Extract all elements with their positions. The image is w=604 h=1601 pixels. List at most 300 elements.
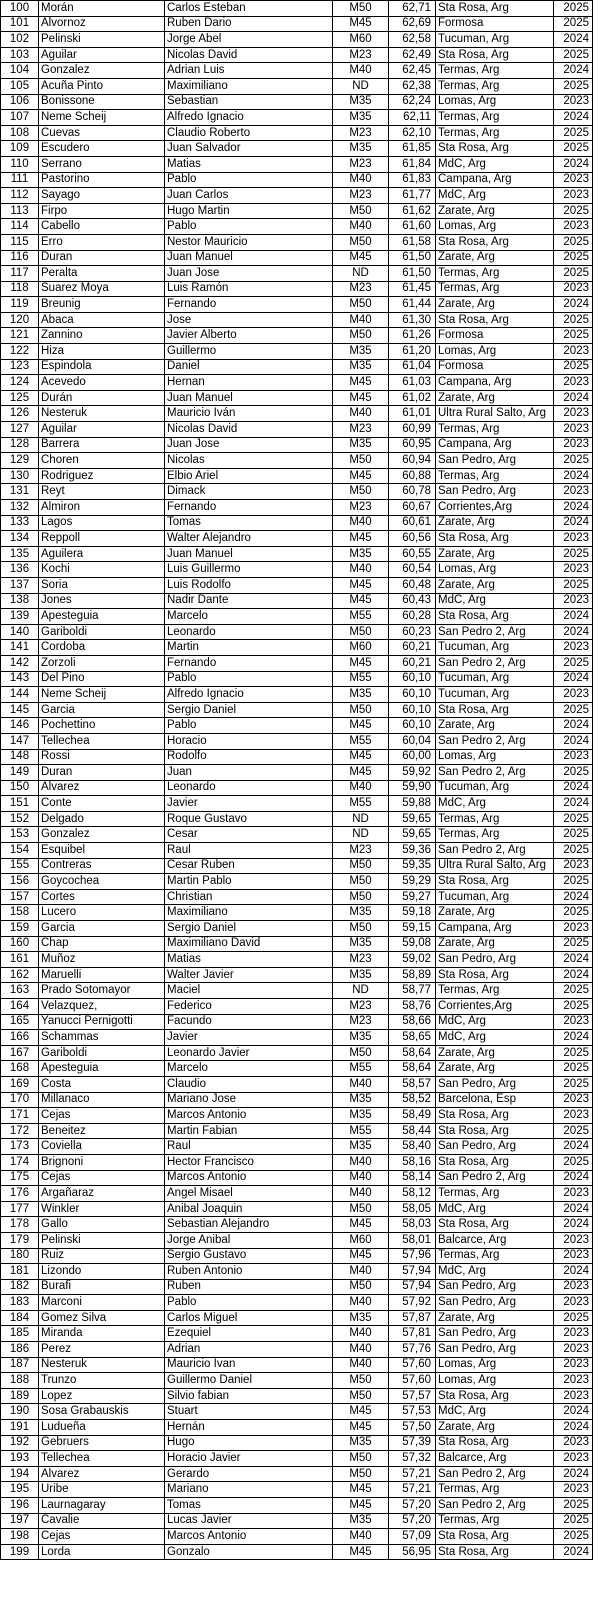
first-name-cell: Juan Manuel xyxy=(165,390,333,406)
last-name-cell: Cabello xyxy=(39,219,165,235)
category-cell: M35 xyxy=(333,1030,389,1046)
first-name-cell: Claudio Roberto xyxy=(165,125,333,141)
rank-cell: 159 xyxy=(1,921,39,937)
first-name-cell: Walter Alejandro xyxy=(165,531,333,547)
rank-cell: 186 xyxy=(1,1342,39,1358)
first-name-cell: Dimack xyxy=(165,484,333,500)
location-cell: San Pedro, Arg xyxy=(436,453,554,469)
rank-cell: 101 xyxy=(1,16,39,32)
location-cell: Lomas, Arg xyxy=(436,1357,554,1373)
score-cell: 59,36 xyxy=(389,843,436,859)
table-row xyxy=(1,422,593,438)
first-name-cell: Maciel xyxy=(165,983,333,999)
first-name-cell: Silvio fabian xyxy=(165,1388,333,1404)
table-row xyxy=(1,1264,593,1280)
last-name-cell: Cuevas xyxy=(39,125,165,141)
first-name-cell: Federico xyxy=(165,999,333,1015)
first-name-cell: Daniel xyxy=(165,359,333,375)
table-row xyxy=(1,811,593,827)
score-cell: 60,95 xyxy=(389,437,436,453)
first-name-cell: Leonardo xyxy=(165,624,333,640)
year-cell: 2023 xyxy=(554,562,593,578)
score-cell: 57,50 xyxy=(389,1420,436,1436)
year-cell: 2023 xyxy=(554,531,593,547)
first-name-cell: Matias xyxy=(165,952,333,968)
table-row xyxy=(1,1061,593,1077)
category-cell: M50 xyxy=(333,1451,389,1467)
last-name-cell: Ludueña xyxy=(39,1420,165,1436)
location-cell: Sta Rosa, Arg xyxy=(436,1123,554,1139)
first-name-cell: Sebastian xyxy=(165,94,333,110)
category-cell: ND xyxy=(333,266,389,282)
last-name-cell: Bonissone xyxy=(39,94,165,110)
year-cell: 2024 xyxy=(554,1201,593,1217)
score-cell: 61,20 xyxy=(389,344,436,360)
year-cell: 2025 xyxy=(554,266,593,282)
year-cell: 2023 xyxy=(554,344,593,360)
category-cell: M60 xyxy=(333,32,389,48)
first-name-cell: Alfredo Ignacio xyxy=(165,110,333,126)
rank-cell: 184 xyxy=(1,1310,39,1326)
last-name-cell: Uribe xyxy=(39,1482,165,1498)
score-cell: 59,65 xyxy=(389,827,436,843)
year-cell: 2023 xyxy=(554,484,593,500)
year-cell: 2024 xyxy=(554,967,593,983)
location-cell: Tucuman, Arg xyxy=(436,640,554,656)
first-name-cell: Facundo xyxy=(165,1014,333,1030)
category-cell: M45 xyxy=(333,1248,389,1264)
score-cell: 57,76 xyxy=(389,1342,436,1358)
rank-cell: 115 xyxy=(1,234,39,250)
table-row xyxy=(1,1388,593,1404)
score-cell: 59,15 xyxy=(389,921,436,937)
table-row xyxy=(1,952,593,968)
last-name-cell: Lagos xyxy=(39,515,165,531)
last-name-cell: Gariboldi xyxy=(39,624,165,640)
category-cell: M45 xyxy=(333,1544,389,1560)
category-cell: M50 xyxy=(333,484,389,500)
year-cell: 2023 xyxy=(554,687,593,703)
location-cell: Sta Rosa, Arg xyxy=(436,531,554,547)
category-cell: M50 xyxy=(333,234,389,250)
location-cell: MdC, Arg xyxy=(436,156,554,172)
category-cell: M45 xyxy=(333,718,389,734)
score-cell: 60,48 xyxy=(389,577,436,593)
year-cell: 2024 xyxy=(554,1217,593,1233)
score-cell: 58,05 xyxy=(389,1201,436,1217)
table-row xyxy=(1,780,593,796)
rank-cell: 119 xyxy=(1,297,39,313)
last-name-cell: Duran xyxy=(39,765,165,781)
score-cell: 61,50 xyxy=(389,250,436,266)
score-cell: 62,69 xyxy=(389,16,436,32)
category-cell: M45 xyxy=(333,531,389,547)
last-name-cell: Pochettino xyxy=(39,718,165,734)
location-cell: Sta Rosa, Arg xyxy=(436,874,554,890)
score-cell: 60,23 xyxy=(389,624,436,640)
table-row xyxy=(1,94,593,110)
first-name-cell: Pablo xyxy=(165,219,333,235)
table-row xyxy=(1,1170,593,1186)
first-name-cell: Guillermo Daniel xyxy=(165,1373,333,1389)
first-name-cell: Marcos Antonio xyxy=(165,1529,333,1545)
first-name-cell: Jose xyxy=(165,312,333,328)
category-cell: M45 xyxy=(333,468,389,484)
category-cell: M45 xyxy=(333,250,389,266)
last-name-cell: Esquibel xyxy=(39,843,165,859)
category-cell: M50 xyxy=(333,624,389,640)
rank-cell: 126 xyxy=(1,406,39,422)
location-cell: Lomas, Arg xyxy=(436,1373,554,1389)
location-cell: Tucuman, Arg xyxy=(436,32,554,48)
table-row xyxy=(1,16,593,32)
year-cell: 2025 xyxy=(554,1076,593,1092)
year-cell: 2024 xyxy=(554,500,593,516)
category-cell: M23 xyxy=(333,1014,389,1030)
year-cell: 2023 xyxy=(554,921,593,937)
year-cell: 2023 xyxy=(554,1373,593,1389)
year-cell: 2024 xyxy=(554,889,593,905)
category-cell: M40 xyxy=(333,1326,389,1342)
category-cell: M40 xyxy=(333,1342,389,1358)
year-cell: 2023 xyxy=(554,1232,593,1248)
score-cell: 62,38 xyxy=(389,78,436,94)
table-row xyxy=(1,328,593,344)
first-name-cell: Raul xyxy=(165,1139,333,1155)
score-cell: 58,65 xyxy=(389,1030,436,1046)
first-name-cell: Rodolfo xyxy=(165,749,333,765)
first-name-cell: Ezequiel xyxy=(165,1326,333,1342)
first-name-cell: Alfredo Ignacio xyxy=(165,687,333,703)
last-name-cell: Gonzalez xyxy=(39,827,165,843)
first-name-cell: Horacio Javier xyxy=(165,1451,333,1467)
table-row xyxy=(1,500,593,516)
year-cell: 2025 xyxy=(554,811,593,827)
first-name-cell: Hugo Martin xyxy=(165,203,333,219)
rank-cell: 144 xyxy=(1,687,39,703)
category-cell: M55 xyxy=(333,609,389,625)
score-cell: 61,30 xyxy=(389,312,436,328)
category-cell: M23 xyxy=(333,156,389,172)
rank-cell: 160 xyxy=(1,936,39,952)
location-cell: MdC, Arg xyxy=(436,593,554,609)
table-row xyxy=(1,515,593,531)
category-cell: M40 xyxy=(333,1264,389,1280)
score-cell: 57,53 xyxy=(389,1404,436,1420)
category-cell: M40 xyxy=(333,1186,389,1202)
last-name-cell: Almiron xyxy=(39,500,165,516)
rank-cell: 123 xyxy=(1,359,39,375)
table-row xyxy=(1,203,593,219)
last-name-cell: Delgado xyxy=(39,811,165,827)
location-cell: Lomas, Arg xyxy=(436,749,554,765)
table-row xyxy=(1,1045,593,1061)
last-name-cell: Garcia xyxy=(39,702,165,718)
score-cell: 60,04 xyxy=(389,733,436,749)
year-cell: 2025 xyxy=(554,453,593,469)
rank-cell: 124 xyxy=(1,375,39,391)
table-row xyxy=(1,1,593,17)
rank-cell: 136 xyxy=(1,562,39,578)
table-row xyxy=(1,1435,593,1451)
score-cell: 62,58 xyxy=(389,32,436,48)
last-name-cell: Ruiz xyxy=(39,1248,165,1264)
location-cell: Zarate, Arg xyxy=(436,250,554,266)
first-name-cell: Mauricio Iván xyxy=(165,406,333,422)
first-name-cell: Juan Manuel xyxy=(165,250,333,266)
score-cell: 59,08 xyxy=(389,936,436,952)
year-cell: 2025 xyxy=(554,843,593,859)
location-cell: San Pedro 2, Arg xyxy=(436,1498,554,1514)
location-cell: Termas, Arg xyxy=(436,110,554,126)
year-cell: 2025 xyxy=(554,1310,593,1326)
score-cell: 60,10 xyxy=(389,671,436,687)
year-cell: 2023 xyxy=(554,219,593,235)
table-row xyxy=(1,406,593,422)
table-row xyxy=(1,765,593,781)
table-row xyxy=(1,749,593,765)
year-cell: 2024 xyxy=(554,1264,593,1280)
rank-cell: 181 xyxy=(1,1264,39,1280)
location-cell: Zarate, Arg xyxy=(436,1061,554,1077)
rank-cell: 174 xyxy=(1,1154,39,1170)
year-cell: 2024 xyxy=(554,1139,593,1155)
category-cell: M50 xyxy=(333,921,389,937)
table-row xyxy=(1,577,593,593)
category-cell: M45 xyxy=(333,1404,389,1420)
table-row xyxy=(1,655,593,671)
last-name-cell: Winkler xyxy=(39,1201,165,1217)
last-name-cell: Lorda xyxy=(39,1544,165,1560)
year-cell: 2023 xyxy=(554,1295,593,1311)
category-cell: M23 xyxy=(333,47,389,63)
score-cell: 59,92 xyxy=(389,765,436,781)
rank-cell: 108 xyxy=(1,125,39,141)
first-name-cell: Gerardo xyxy=(165,1466,333,1482)
rank-cell: 143 xyxy=(1,671,39,687)
table-row xyxy=(1,1232,593,1248)
first-name-cell: Leonardo Javier xyxy=(165,1045,333,1061)
rank-cell: 110 xyxy=(1,156,39,172)
year-cell: 2024 xyxy=(554,63,593,79)
last-name-cell: Velazquez, xyxy=(39,999,165,1015)
table-row xyxy=(1,1326,593,1342)
table-row xyxy=(1,1139,593,1155)
first-name-cell: Lucas Javier xyxy=(165,1513,333,1529)
table-row xyxy=(1,702,593,718)
year-cell: 2025 xyxy=(554,234,593,250)
first-name-cell: Juan Jose xyxy=(165,437,333,453)
location-cell: Zarate, Arg xyxy=(436,390,554,406)
rank-cell: 147 xyxy=(1,733,39,749)
last-name-cell: Erro xyxy=(39,234,165,250)
results-table-body xyxy=(1,1,593,1560)
first-name-cell: Martin Pablo xyxy=(165,874,333,890)
rank-cell: 175 xyxy=(1,1170,39,1186)
rank-cell: 109 xyxy=(1,141,39,157)
last-name-cell: Maruelli xyxy=(39,967,165,983)
last-name-cell: Del Pino xyxy=(39,671,165,687)
category-cell: M50 xyxy=(333,858,389,874)
first-name-cell: Marcelo xyxy=(165,609,333,625)
first-name-cell: Raul xyxy=(165,843,333,859)
last-name-cell: Alvornoz xyxy=(39,16,165,32)
year-cell: 2023 xyxy=(554,172,593,188)
location-cell: Barcelona, Esp xyxy=(436,1092,554,1108)
year-cell: 2025 xyxy=(554,827,593,843)
last-name-cell: Neme Scheij xyxy=(39,687,165,703)
year-cell: 2024 xyxy=(554,624,593,640)
rank-cell: 107 xyxy=(1,110,39,126)
score-cell: 57,81 xyxy=(389,1326,436,1342)
rank-cell: 152 xyxy=(1,811,39,827)
rank-cell: 185 xyxy=(1,1326,39,1342)
last-name-cell: Jones xyxy=(39,593,165,609)
score-cell: 60,88 xyxy=(389,468,436,484)
location-cell: MdC, Arg xyxy=(436,1014,554,1030)
score-cell: 59,88 xyxy=(389,796,436,812)
score-cell: 62,71 xyxy=(389,1,436,17)
table-row xyxy=(1,1014,593,1030)
score-cell: 58,44 xyxy=(389,1123,436,1139)
category-cell: M40 xyxy=(333,780,389,796)
first-name-cell: Matias xyxy=(165,156,333,172)
table-row xyxy=(1,1342,593,1358)
category-cell: M35 xyxy=(333,687,389,703)
location-cell: Termas, Arg xyxy=(436,468,554,484)
year-cell: 2024 xyxy=(554,297,593,313)
location-cell: Sta Rosa, Arg xyxy=(436,1529,554,1545)
year-cell: 2023 xyxy=(554,1357,593,1373)
rank-cell: 192 xyxy=(1,1435,39,1451)
score-cell: 57,21 xyxy=(389,1482,436,1498)
first-name-cell: Maximiliano xyxy=(165,78,333,94)
category-cell: M50 xyxy=(333,1201,389,1217)
location-cell: Sta Rosa, Arg xyxy=(436,47,554,63)
year-cell: 2024 xyxy=(554,468,593,484)
rank-cell: 120 xyxy=(1,312,39,328)
year-cell: 2023 xyxy=(554,1435,593,1451)
score-cell: 58,77 xyxy=(389,983,436,999)
location-cell: Termas, Arg xyxy=(436,983,554,999)
score-cell: 61,44 xyxy=(389,297,436,313)
rank-cell: 135 xyxy=(1,546,39,562)
location-cell: Sta Rosa, Arg xyxy=(436,1154,554,1170)
rank-cell: 100 xyxy=(1,1,39,17)
year-cell: 2025 xyxy=(554,312,593,328)
first-name-cell: Nadir Dante xyxy=(165,593,333,609)
rank-cell: 189 xyxy=(1,1388,39,1404)
year-cell: 2023 xyxy=(554,858,593,874)
last-name-cell: Lucero xyxy=(39,905,165,921)
category-cell: M40 xyxy=(333,1170,389,1186)
rank-cell: 194 xyxy=(1,1466,39,1482)
rank-cell: 168 xyxy=(1,1061,39,1077)
last-name-cell: Acuña Pinto xyxy=(39,78,165,94)
last-name-cell: Suarez Moya xyxy=(39,281,165,297)
year-cell: 2023 xyxy=(554,406,593,422)
score-cell: 60,21 xyxy=(389,655,436,671)
rank-cell: 150 xyxy=(1,780,39,796)
table-row xyxy=(1,921,593,937)
score-cell: 58,89 xyxy=(389,967,436,983)
year-cell: 2025 xyxy=(554,999,593,1015)
rank-cell: 178 xyxy=(1,1217,39,1233)
category-cell: M45 xyxy=(333,1498,389,1514)
first-name-cell: Sebastian Alejandro xyxy=(165,1217,333,1233)
location-cell: San Pedro 2, Arg xyxy=(436,624,554,640)
score-cell: 61,45 xyxy=(389,281,436,297)
rank-cell: 133 xyxy=(1,515,39,531)
rank-cell: 142 xyxy=(1,655,39,671)
last-name-cell: Aguilar xyxy=(39,422,165,438)
location-cell: Termas, Arg xyxy=(436,63,554,79)
last-name-cell: Espindola xyxy=(39,359,165,375)
category-cell: M40 xyxy=(333,1529,389,1545)
score-cell: 57,96 xyxy=(389,1248,436,1264)
first-name-cell: Fernando xyxy=(165,655,333,671)
table-row xyxy=(1,983,593,999)
year-cell: 2023 xyxy=(554,593,593,609)
last-name-cell: Sayago xyxy=(39,188,165,204)
year-cell: 2025 xyxy=(554,905,593,921)
year-cell: 2023 xyxy=(554,422,593,438)
year-cell: 2023 xyxy=(554,281,593,297)
first-name-cell: Mariano Jose xyxy=(165,1092,333,1108)
table-row xyxy=(1,1076,593,1092)
year-cell: 2025 xyxy=(554,655,593,671)
location-cell: Sta Rosa, Arg xyxy=(436,967,554,983)
location-cell: San Pedro 2, Arg xyxy=(436,843,554,859)
score-cell: 56,95 xyxy=(389,1544,436,1560)
score-cell: 59,29 xyxy=(389,874,436,890)
year-cell: 2024 xyxy=(554,1404,593,1420)
rank-cell: 114 xyxy=(1,219,39,235)
year-cell: 2024 xyxy=(554,32,593,48)
table-row xyxy=(1,312,593,328)
location-cell: Ultra Rural Salto, Arg xyxy=(436,858,554,874)
score-cell: 60,94 xyxy=(389,453,436,469)
rank-cell: 197 xyxy=(1,1513,39,1529)
category-cell: M35 xyxy=(333,905,389,921)
table-row xyxy=(1,250,593,266)
first-name-cell: Nicolas David xyxy=(165,47,333,63)
score-cell: 58,03 xyxy=(389,1217,436,1233)
table-row xyxy=(1,905,593,921)
category-cell: ND xyxy=(333,983,389,999)
score-cell: 57,21 xyxy=(389,1466,436,1482)
rank-cell: 122 xyxy=(1,344,39,360)
score-cell: 61,83 xyxy=(389,172,436,188)
score-cell: 60,43 xyxy=(389,593,436,609)
rank-cell: 180 xyxy=(1,1248,39,1264)
category-cell: M35 xyxy=(333,1108,389,1124)
last-name-cell: Pastorino xyxy=(39,172,165,188)
location-cell: San Pedro, Arg xyxy=(436,1279,554,1295)
last-name-cell: Contreras xyxy=(39,858,165,874)
location-cell: Zarate, Arg xyxy=(436,577,554,593)
category-cell: M23 xyxy=(333,500,389,516)
table-row xyxy=(1,593,593,609)
rank-cell: 102 xyxy=(1,32,39,48)
year-cell: 2025 xyxy=(554,546,593,562)
category-cell: M40 xyxy=(333,219,389,235)
category-cell: M40 xyxy=(333,312,389,328)
category-cell: M35 xyxy=(333,94,389,110)
year-cell: 2024 xyxy=(554,1030,593,1046)
rank-cell: 104 xyxy=(1,63,39,79)
rank-cell: 139 xyxy=(1,609,39,625)
